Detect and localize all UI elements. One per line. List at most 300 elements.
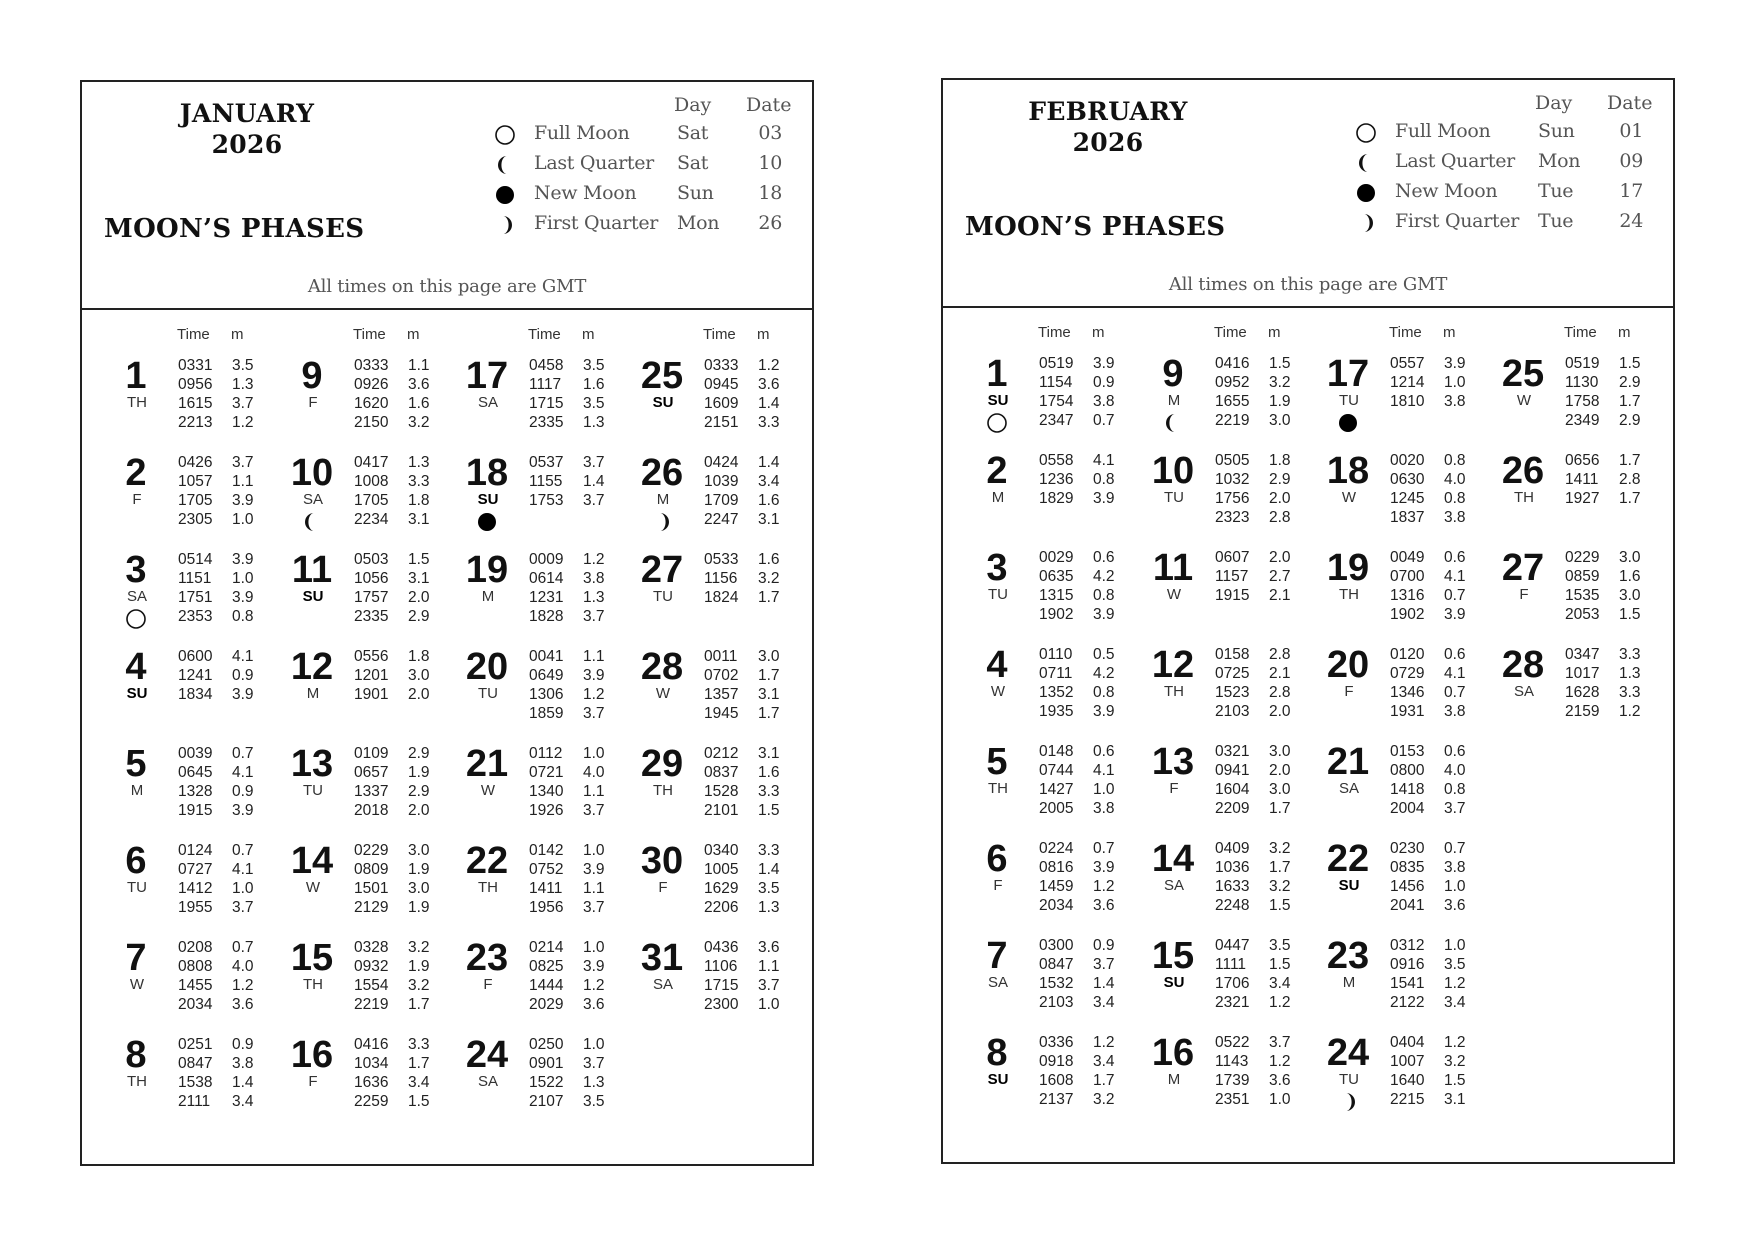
tide-row [354, 453, 440, 472]
tide-time: 2353 [178, 608, 213, 625]
tide-time: 0837 [704, 764, 739, 781]
tide-row [178, 860, 264, 879]
day-number: 15 [1151, 935, 1195, 977]
phase-date: 10 [758, 152, 782, 174]
day-entry [457, 936, 637, 1032]
tide-time: 0251 [178, 1036, 213, 1053]
tide-time: 1640 [1390, 1072, 1425, 1089]
tide-row [704, 413, 790, 432]
tide-height: 1.3 [583, 414, 605, 431]
day-number: 26 [640, 452, 684, 494]
tide-height: 3.6 [232, 996, 254, 1013]
day-entry [1143, 934, 1323, 1030]
tide-row [1565, 354, 1651, 373]
tide-time: 1915 [178, 802, 213, 819]
weekday: M [481, 588, 495, 605]
tide-time: 2247 [704, 511, 739, 528]
tide-time: 2103 [1215, 703, 1250, 720]
tide-row [178, 744, 264, 763]
tide-list [704, 550, 790, 607]
phase-icon [1355, 212, 1377, 234]
tide-time: 1154 [1039, 374, 1073, 391]
tide-row [1039, 799, 1125, 818]
weekday: SA [1163, 877, 1184, 894]
day-number: 5 [986, 741, 1008, 783]
tide-height: 1.7 [1093, 1072, 1115, 1089]
tide-height: 3.4 [232, 1093, 254, 1110]
tide-row [1039, 1033, 1125, 1052]
tide-row [1565, 567, 1651, 586]
tide-height: 2.0 [408, 686, 430, 703]
tide-height: 3.3 [408, 473, 430, 490]
weekday: W [1516, 392, 1532, 409]
weekday: TU [653, 588, 673, 605]
day-entry [457, 742, 637, 838]
phase-date: 24 [1619, 210, 1643, 232]
day-entry [632, 742, 812, 838]
day-entry [106, 936, 286, 1032]
tide-row [529, 841, 615, 860]
day-entry [1143, 837, 1323, 933]
phase-icon [494, 184, 516, 206]
tide-row [529, 491, 615, 510]
tide-row [1390, 896, 1476, 915]
tide-height: 2.8 [1269, 684, 1291, 701]
weekday: SU [987, 1071, 1009, 1088]
tide-row [529, 569, 615, 588]
tide-row [1390, 799, 1476, 818]
weekday: SU [652, 394, 674, 411]
tide-time: 0328 [354, 939, 389, 956]
tide-height: 4.1 [1444, 568, 1466, 585]
day-entry [1143, 740, 1323, 836]
tide-time: 0009 [529, 551, 564, 568]
tide-time: 1902 [1039, 606, 1074, 623]
height-header: m [407, 326, 420, 343]
tide-row [529, 394, 615, 413]
phase-date-header: Date [746, 94, 792, 116]
tide-row [1390, 354, 1476, 373]
tide-height: 0.7 [232, 745, 254, 762]
tide-time: 0458 [529, 357, 564, 374]
tide-height: 1.3 [1619, 665, 1641, 682]
tide-time: 0656 [1565, 452, 1600, 469]
tide-height: 3.2 [408, 939, 430, 956]
day-number: 2 [986, 450, 1008, 492]
day-number: 25 [640, 355, 684, 397]
tide-list [529, 841, 615, 917]
tide-list [529, 647, 615, 723]
tide-time: 0607 [1215, 549, 1250, 566]
tide-height: 3.7 [1269, 1034, 1291, 1051]
tide-row [1039, 392, 1125, 411]
tide-row [529, 647, 615, 666]
tide-row [1215, 489, 1301, 508]
tide-time: 0519 [1039, 355, 1074, 372]
tide-list [529, 1035, 615, 1111]
day-entry [457, 645, 637, 741]
tide-height: 3.2 [408, 414, 430, 431]
tide-time: 0224 [1039, 840, 1074, 857]
tide-time: 2018 [354, 802, 389, 819]
tide-time: 1715 [529, 395, 564, 412]
day-entry [1318, 449, 1498, 545]
tide-row [178, 685, 264, 704]
tide-row [178, 569, 264, 588]
tide-time: 0847 [1039, 956, 1074, 973]
tide-time: 1715 [704, 977, 739, 994]
tide-row [1390, 858, 1476, 877]
tide-list [354, 1035, 440, 1111]
tide-time: 0918 [1039, 1053, 1074, 1070]
weekday: W [990, 683, 1006, 700]
weekday: F [308, 1073, 318, 1090]
tide-row [354, 801, 440, 820]
day-entry [632, 548, 812, 644]
tide-row [354, 550, 440, 569]
day-number: 8 [125, 1034, 147, 1076]
tide-list [1215, 1033, 1301, 1109]
tide-list [354, 647, 440, 704]
tide-row [1039, 489, 1125, 508]
tide-row [1390, 489, 1476, 508]
phase-row [1355, 180, 1655, 210]
tide-row [529, 704, 615, 723]
tide-height: 3.0 [408, 880, 430, 897]
phase-row [1355, 150, 1655, 180]
tide-time: 1340 [529, 783, 564, 800]
weekday: SA [477, 1073, 498, 1090]
tide-time: 0049 [1390, 549, 1425, 566]
tide-row [1039, 451, 1125, 470]
tide-time: 1758 [1565, 393, 1600, 410]
tide-time: 1357 [704, 686, 739, 703]
tide-time: 0153 [1390, 743, 1425, 760]
day-entry [457, 1033, 637, 1129]
tide-time: 0148 [1039, 743, 1074, 760]
tide-height: 1.9 [408, 861, 430, 878]
tide-time: 1541 [1390, 975, 1425, 992]
tide-row [1565, 373, 1651, 392]
tide-height: 0.6 [1093, 549, 1115, 566]
tide-height: 1.3 [583, 1074, 605, 1091]
tide-list [1215, 839, 1301, 915]
tide-height: 3.8 [1444, 393, 1466, 410]
tide-row [1039, 877, 1125, 896]
tide-time: 1834 [178, 686, 213, 703]
day-number: 22 [1326, 838, 1370, 880]
tide-time: 1926 [529, 802, 564, 819]
tide-time: 0214 [529, 939, 564, 956]
day-number: 1 [986, 353, 1008, 395]
tide-time: 0859 [1565, 568, 1600, 585]
tide-height: 4.1 [232, 764, 254, 781]
tide-height: 1.2 [232, 414, 254, 431]
tide-time: 1155 [529, 473, 563, 490]
tide-row [1039, 586, 1125, 605]
day-entry [1143, 352, 1323, 448]
tide-time: 0825 [529, 958, 564, 975]
tide-row [178, 801, 264, 820]
tide-time: 1824 [704, 589, 739, 606]
tide-row [529, 588, 615, 607]
tide-row [354, 879, 440, 898]
tide-row [1390, 1090, 1476, 1109]
tide-height: 0.7 [1093, 840, 1115, 857]
tide-row [354, 1035, 440, 1054]
weekday: SA [987, 974, 1008, 991]
time-header: Time [1564, 324, 1597, 341]
tide-height: 0.8 [1093, 471, 1115, 488]
tide-list [178, 550, 264, 626]
phase-day-header: Day [1535, 92, 1573, 114]
weekday: TH [303, 976, 323, 993]
day-number: 16 [1151, 1032, 1195, 1074]
tide-time: 1629 [704, 880, 739, 897]
tide-height: 1.4 [1093, 975, 1115, 992]
tide-time: 1535 [1565, 587, 1600, 604]
tide-time: 1245 [1390, 490, 1425, 507]
weekday: TU [1339, 392, 1359, 409]
phase-row [494, 122, 794, 152]
tide-height: 3.9 [583, 958, 605, 975]
tide-time: 0011 [704, 648, 738, 665]
tide-list [354, 356, 440, 432]
tide-time: 0109 [354, 745, 389, 762]
tide-height: 1.0 [583, 745, 605, 762]
day-entry [632, 936, 812, 1032]
day-entry [967, 934, 1147, 1030]
tide-height: 1.1 [583, 648, 605, 665]
tide-row [704, 666, 790, 685]
new-moon-icon [1355, 182, 1377, 204]
weekday: M [656, 491, 670, 508]
tide-row [529, 1054, 615, 1073]
tide-time: 1156 [704, 570, 738, 587]
phase-row [1355, 120, 1655, 150]
tide-list [354, 453, 440, 529]
tide-time: 0816 [1039, 859, 1074, 876]
tide-row [704, 801, 790, 820]
tide-row [1390, 567, 1476, 586]
day-entry [632, 839, 812, 935]
tide-time: 1111 [1215, 956, 1247, 973]
height-header: m [582, 326, 595, 343]
tide-time: 0702 [704, 667, 739, 684]
tide-row [1565, 451, 1651, 470]
tide-height: 2.7 [1269, 568, 1291, 585]
tide-row [354, 413, 440, 432]
day-number: 4 [125, 646, 147, 688]
tide-height: 0.6 [1093, 743, 1115, 760]
weekday: F [483, 976, 493, 993]
day-entry [106, 354, 286, 450]
tide-height: 3.4 [1093, 1053, 1115, 1070]
day-number: 14 [290, 840, 334, 882]
tide-time: 1859 [529, 705, 564, 722]
tide-height: 3.3 [408, 1036, 430, 1053]
tide-height: 1.5 [1269, 897, 1291, 914]
tide-row [354, 976, 440, 995]
tide-row [529, 1073, 615, 1092]
tide-row [1215, 683, 1301, 702]
tide-row [529, 607, 615, 626]
weekday: M [991, 489, 1005, 506]
tide-row [1390, 605, 1476, 624]
tide-time: 2300 [704, 996, 739, 1013]
tide-height: 1.0 [583, 939, 605, 956]
tide-list [354, 841, 440, 917]
tide-height: 1.2 [232, 977, 254, 994]
phase-icon [494, 154, 516, 176]
tide-time: 0752 [529, 861, 564, 878]
tide-height: 3.6 [1269, 1072, 1291, 1089]
tide-time: 1709 [704, 492, 739, 509]
tide-row [1390, 993, 1476, 1012]
day-entry [282, 742, 462, 838]
tide-row [1039, 470, 1125, 489]
tide-row [1390, 373, 1476, 392]
tide-row [704, 763, 790, 782]
tide-time: 1337 [354, 783, 389, 800]
tide-height: 3.7 [583, 802, 605, 819]
tide-time: 2107 [529, 1093, 564, 1110]
tide-height: 3.1 [758, 511, 780, 528]
weekday: TU [1164, 489, 1184, 506]
tide-height: 0.9 [1093, 374, 1115, 391]
day-number: 7 [986, 935, 1008, 977]
tide-height: 1.5 [758, 802, 780, 819]
tide-row [178, 375, 264, 394]
height-header: m [1092, 324, 1105, 341]
tide-height: 3.5 [1269, 937, 1291, 954]
tide-time: 0020 [1390, 452, 1425, 469]
tide-height: 1.9 [408, 764, 430, 781]
weekday: SU [987, 392, 1009, 409]
tide-time: 0142 [529, 842, 564, 859]
tide-time: 2305 [178, 511, 213, 528]
tide-row [529, 801, 615, 820]
day-number: 20 [1326, 644, 1370, 686]
tide-list [529, 938, 615, 1014]
day-number: 3 [125, 549, 147, 591]
tide-time: 1412 [178, 880, 213, 897]
phase-day-header: Day [674, 94, 712, 116]
tide-height: 1.8 [408, 492, 430, 509]
tide-time: 0557 [1390, 355, 1425, 372]
day-number: 24 [1326, 1032, 1370, 1074]
tide-time: 2234 [354, 511, 389, 528]
phase-date: 18 [758, 182, 782, 204]
tide-row [178, 453, 264, 472]
tide-height: 1.2 [758, 357, 780, 374]
tide-time: 1829 [1039, 490, 1074, 507]
tide-time: 1143 [1215, 1053, 1249, 1070]
tide-time: 0505 [1215, 452, 1250, 469]
tide-height: 2.0 [1269, 549, 1291, 566]
tide-height: 0.8 [1093, 684, 1115, 701]
tide-row [1039, 761, 1125, 780]
day-number: 10 [290, 452, 334, 494]
tide-time: 1608 [1039, 1072, 1074, 1089]
tide-height: 3.8 [583, 570, 605, 587]
tide-time: 0614 [529, 570, 564, 587]
tide-time: 1706 [1215, 975, 1250, 992]
tide-time: 1609 [704, 395, 739, 412]
tide-time: 0340 [704, 842, 739, 859]
phase-date: 09 [1619, 150, 1643, 172]
tide-height: 0.7 [1444, 587, 1466, 604]
tide-row [1390, 586, 1476, 605]
tide-height: 1.1 [758, 958, 780, 975]
tide-row [178, 841, 264, 860]
day-entry [106, 742, 286, 838]
day-entry [106, 1033, 286, 1129]
tide-height: 1.2 [1093, 1034, 1115, 1051]
day-entry [1143, 449, 1323, 545]
tide-height: 3.2 [408, 977, 430, 994]
day-number: 12 [1151, 644, 1195, 686]
tide-time: 0300 [1039, 937, 1074, 954]
tide-row [1565, 605, 1651, 624]
day-number: 30 [640, 840, 684, 882]
day-phase [1337, 1091, 1359, 1113]
tide-time: 0901 [529, 1055, 564, 1072]
tide-time: 0503 [354, 551, 389, 568]
tide-time: 0956 [178, 376, 213, 393]
tide-time: 0727 [178, 861, 213, 878]
tide-height: 1.2 [1269, 994, 1291, 1011]
day-entry [1493, 449, 1673, 545]
phase-name: Last Quarter [534, 152, 654, 174]
tide-time: 1130 [1565, 374, 1599, 391]
weekday: M [1167, 392, 1181, 409]
tide-height: 1.8 [1269, 452, 1291, 469]
tide-row [354, 491, 440, 510]
day-number: 5 [125, 743, 147, 785]
tide-row [354, 898, 440, 917]
tide-row [354, 1073, 440, 1092]
tide-time: 0729 [1390, 665, 1425, 682]
tide-row [1390, 877, 1476, 896]
tide-row [1390, 645, 1476, 664]
tide-height: 1.2 [583, 551, 605, 568]
tide-height: 3.5 [758, 880, 780, 897]
tide-height: 2.0 [1269, 703, 1291, 720]
day-number: 27 [1501, 547, 1545, 589]
tide-height: 2.9 [408, 608, 430, 625]
tide-row [354, 510, 440, 529]
tide-height: 1.3 [408, 454, 430, 471]
tide-time: 0416 [1215, 355, 1250, 372]
tide-row [1390, 936, 1476, 955]
tide-height: 1.1 [232, 473, 254, 490]
weekday: W [305, 879, 321, 896]
day-entry [967, 837, 1147, 933]
tide-height: 0.9 [232, 1036, 254, 1053]
tide-height: 2.9 [408, 745, 430, 762]
tide-row [1565, 411, 1651, 430]
tide-time: 0808 [178, 958, 213, 975]
tide-height: 1.0 [1093, 781, 1115, 798]
weekday: SU [1338, 877, 1360, 894]
weekday: TU [303, 782, 323, 799]
weekday: TH [1339, 586, 1359, 603]
day-number: 11 [291, 549, 333, 591]
weekday: SU [126, 685, 148, 702]
tide-time: 1455 [178, 977, 213, 994]
tide-row [1390, 548, 1476, 567]
